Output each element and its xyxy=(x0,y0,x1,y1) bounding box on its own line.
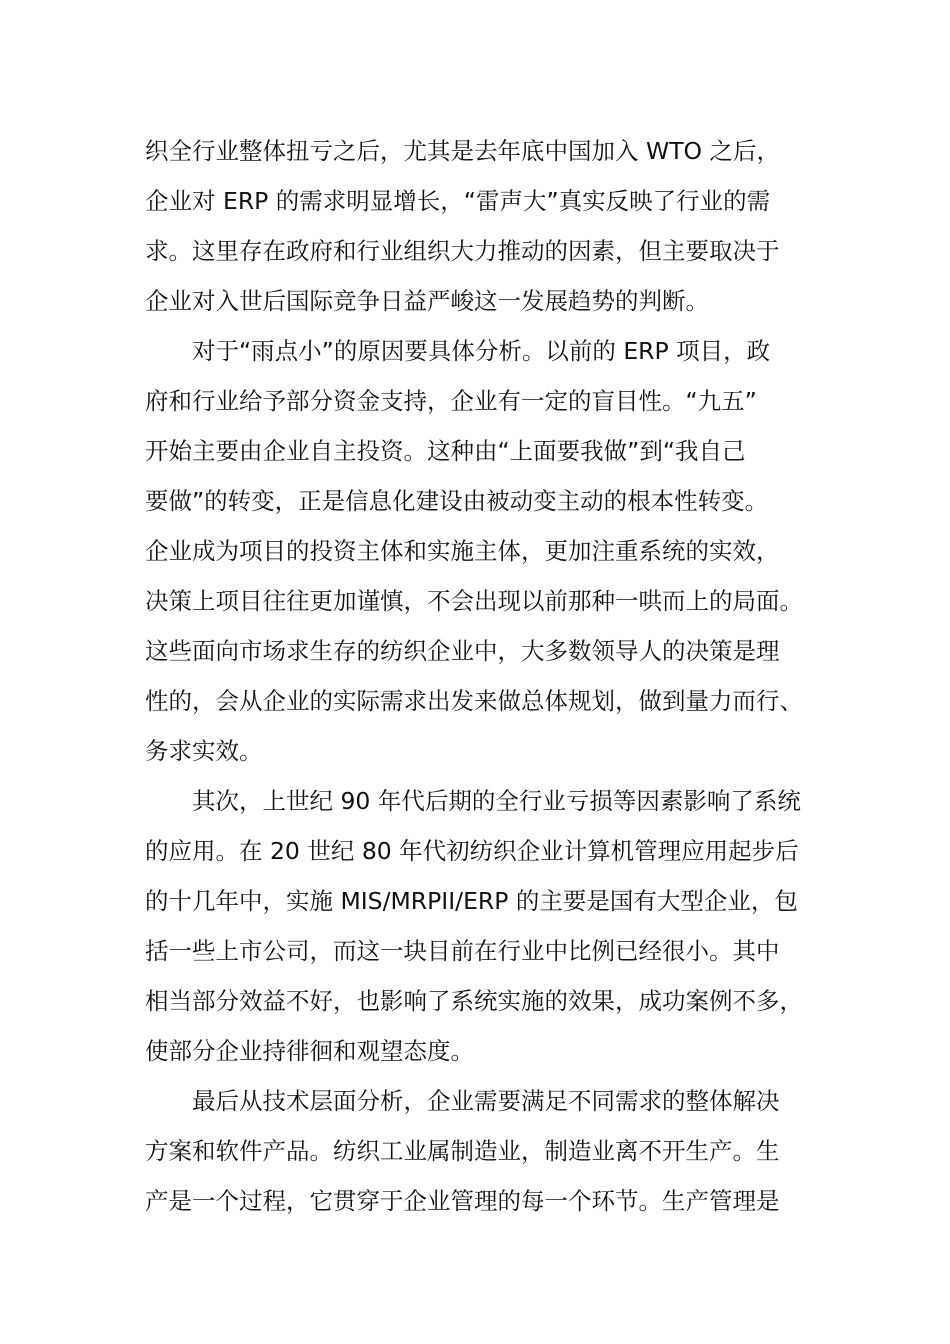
paragraph-first-line: 其次，上世纪 90 年代后期的全行业亏损等因素影响了系统 xyxy=(192,787,801,815)
text-line: 的应用。在 20 世纪 80 年代初纺织企业计算机管理应用起步后 xyxy=(145,837,799,865)
paragraph-first-line: 对于“雨点小”的原因要具体分析。以前的 ERP 项目，政 xyxy=(192,337,771,365)
text-line: 这些面向市场求生存的纺织企业中，大多数领导人的决策是理 xyxy=(145,637,780,665)
text-line: 相当部分效益不好，也影响了系统实施的效果，成功案例不多， xyxy=(145,987,803,1015)
text-line: 务求实效。 xyxy=(145,737,263,765)
text-line: 织全行业整体扭亏之后，尤其是去年底中国加入 WTO 之后， xyxy=(145,137,781,165)
text-line: 要做”的转变，正是信息化建设由被动变主动的根本性转变。 xyxy=(145,487,769,515)
text-line: 决策上项目往往更加谨慎，不会出现以前那种一哄而上的局面。 xyxy=(145,587,803,615)
text-line: 企业对入世后国际竞争日益严峻这一发展趋势的判断。 xyxy=(145,287,709,315)
text-line: 使部分企业持徘徊和观望态度。 xyxy=(145,1037,474,1065)
paragraph-first-line: 最后从技术层面分析，企业需要满足不同需求的整体解决 xyxy=(192,1087,780,1115)
text-line: 企业对 ERP 的需求明显增长，“雷声大”真实反映了行业的需 xyxy=(145,187,771,215)
text-line: 的十几年中，实施 MIS/MRPII/ERP 的主要是国有大型企业，包 xyxy=(145,887,798,915)
text-line: 方案和软件产品。纺织工业属制造业，制造业离不开生产。生 xyxy=(145,1137,780,1165)
text-line: 府和行业给予部分资金支持，企业有一定的盲目性。“九五” xyxy=(145,387,757,415)
text-line: 产是一个过程，它贯穿于企业管理的每一个环节。生产管理是 xyxy=(145,1187,780,1215)
text-line: 开始主要由企业自主投资。这种由“上面要我做”到“我自己 xyxy=(145,437,746,465)
text-line: 企业成为项目的投资主体和实施主体，更加注重系统的实效， xyxy=(145,537,780,565)
text-line: 求。这里存在政府和行业组织大力推动的因素，但主要取决于 xyxy=(145,237,780,265)
text-line: 括一些上市公司，而这一块目前在行业中比例已经很小。其中 xyxy=(145,937,780,965)
text-line: 性的，会从企业的实际需求出发来做总体规划，做到量力而行、 xyxy=(145,687,803,715)
